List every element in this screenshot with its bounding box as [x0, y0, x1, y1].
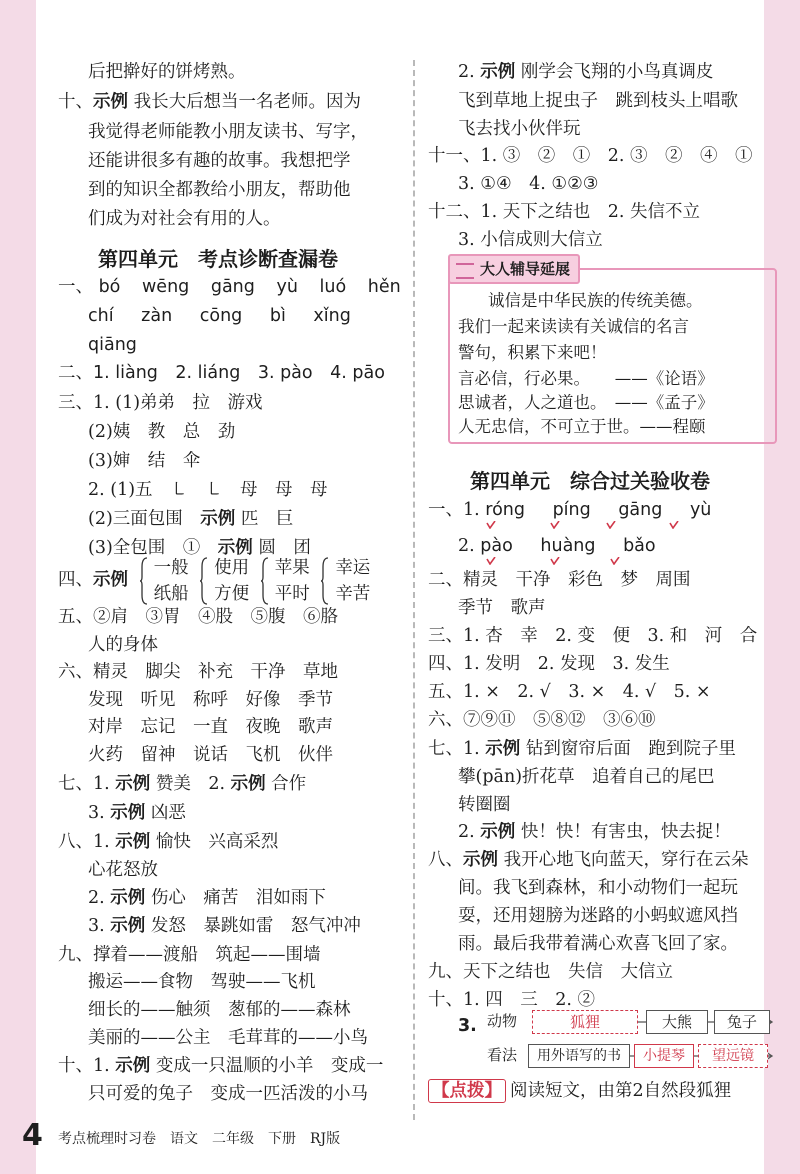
answer-line — [88, 884, 326, 912]
answer-line: 后把擀好的饼烤熟。 — [88, 62, 246, 82]
example-label: 示例 — [463, 850, 498, 870]
example-label: 示例 — [485, 739, 521, 759]
answer-line — [58, 828, 278, 856]
q-number: 一、1. — [428, 500, 486, 520]
answer-line: 九、天下之结也 失信 大信立 — [428, 962, 673, 982]
answer-text: 刚学会飞翔的小鸟真调皮 — [515, 62, 714, 82]
q-number: 3. — [88, 916, 111, 936]
answer-line: 还能讲很多有趣的故事。我想把学 — [88, 151, 351, 171]
q-number: 八、1. — [58, 832, 116, 852]
tip-box-title-text: 大人辅导延展 — [480, 260, 571, 278]
example-label: 示例 — [93, 92, 128, 112]
box-line: 思诚者，人之道也。 ——《孟子》 — [458, 393, 714, 412]
answer-line: 九、撑着——渡船 筑起——围墙 — [58, 945, 321, 965]
answer-line: 五、1. × 2. √ 3. × 4. √ 5. × — [428, 682, 711, 702]
column-divider — [413, 60, 415, 1120]
pinyin-line — [458, 532, 656, 560]
pinyin: wēng — [141, 277, 190, 297]
answer-line — [458, 818, 731, 846]
answer-line: 十、1. 四 三 2. ② — [428, 990, 596, 1010]
answer-line: 三、1. 杏 幸 2. 变 便 3. 和 河 合 — [428, 626, 758, 646]
word-pair — [214, 555, 249, 607]
answer-line: 间。我飞到森林，和小动物们一起玩 — [458, 878, 738, 898]
word-pair — [275, 555, 310, 607]
tick-mark — [550, 557, 560, 565]
answer-line: 搬运——食物 驾驶——飞机 — [88, 972, 316, 992]
box-line: 言必信，行必果。 ——《论语》 — [458, 369, 714, 388]
diagram-row-label: 动物 — [486, 1012, 517, 1030]
answer-line: 季节 歌声 — [458, 598, 546, 618]
word: 辛苦 — [335, 583, 371, 604]
example-label: 示例 — [200, 509, 236, 529]
example-label: 示例 — [110, 916, 146, 936]
pinyin: cōng — [199, 306, 243, 326]
word-pair — [335, 555, 370, 607]
word: 一般 — [153, 557, 189, 578]
tick-mark — [610, 557, 620, 565]
q-number: 四、 — [58, 570, 93, 590]
pinyin: gāng — [210, 277, 255, 297]
tip-text: 阅读短文，由第2自然段狐狸 — [510, 1081, 732, 1101]
pinyin: yù — [276, 277, 298, 297]
answer-line — [58, 770, 306, 798]
example-label: 示例 — [230, 774, 266, 794]
answer-line: 二、1. liàng 2. liáng 3. pào 4. pāo — [58, 363, 385, 383]
answer-text: 我长大后想当一名老师。因为 — [128, 92, 362, 112]
answer-line: 火药 留神 说话 飞机 伙伴 — [88, 745, 333, 765]
pinyin-line: qiāng — [88, 335, 137, 355]
q-number: 2. — [458, 62, 481, 82]
example-label: 示例 — [480, 822, 516, 842]
answer-line: 发现 听见 称呼 好像 季节 — [88, 690, 333, 710]
answer-line: 细长的——触须 葱郁的——森林 — [88, 1000, 351, 1020]
footer-text: 考点梳理时习卷 语文 二年级 下册 RJ版 — [58, 1131, 341, 1147]
q-number: 八、 — [428, 850, 463, 870]
answer-line: 们成为对社会有用的人。 — [88, 209, 281, 229]
answer-text: 变成一只温顺的小羊 变成一 — [150, 1056, 384, 1076]
answer-line — [458, 58, 713, 86]
example-label: 示例 — [110, 888, 146, 908]
answer-line: 雨。最后我带着满心欢喜飞回了家。 — [458, 934, 738, 954]
answer-line: 只可爱的兔子 变成一匹活泼的小马 — [88, 1084, 368, 1104]
pinyin: gāng — [618, 500, 663, 520]
brace-icon — [200, 557, 208, 605]
answer-text: 我开心地飞向蓝天，穿行在云朵 — [498, 850, 749, 870]
pinyin: zàn — [141, 306, 173, 326]
answer-line: 六、⑦⑨⑪ ⑤⑧⑫ ③⑥⑩ — [428, 710, 656, 730]
right-margin-band — [764, 0, 800, 1174]
answer-text: 匹 巨 — [235, 509, 294, 529]
diagram-node: 兔子 — [714, 1010, 770, 1034]
pinyin: huàng — [540, 536, 596, 556]
example-label: 示例 — [217, 538, 253, 558]
q-number: 3. — [458, 1016, 477, 1036]
answer-text: (3)全包围 ① — [88, 538, 218, 558]
answer-line: 攀(pān)折花草 追着自己的尾巴 — [458, 767, 715, 787]
box-line: 人无忠信，不可立于世。——程颐 — [458, 417, 706, 436]
brace-pairs-line — [58, 552, 370, 608]
answer-line: (3)婶 结 伞 — [88, 451, 201, 471]
word: 使用 — [214, 557, 250, 578]
example-label: 示例 — [93, 570, 128, 590]
tick-mark — [606, 521, 616, 529]
answer-text: 圆 团 — [252, 538, 311, 558]
example-label: 示例 — [110, 803, 146, 823]
answer-line: 十二、1. 天下之结也 2. 失信不立 — [428, 202, 701, 222]
answer-text: 快！快！有害虫，快去捉！ — [515, 822, 731, 842]
pinyin: píng — [552, 500, 591, 520]
word: 平时 — [274, 583, 310, 604]
pinyin-line — [58, 273, 401, 301]
diagram-node: 狐狸 — [532, 1010, 638, 1034]
tip-line — [428, 1077, 731, 1105]
answer-text: 发怒 暴跳如雷 怒气冲冲 — [145, 916, 361, 936]
box-line: 警句，积累下来吧！ — [458, 343, 607, 362]
q10-line — [58, 88, 361, 116]
q-number: 2. — [88, 888, 111, 908]
example-label: 示例 — [115, 1056, 151, 1076]
left-margin-band — [0, 0, 36, 1174]
word: 方便 — [214, 583, 250, 604]
answer-text: 愉快 兴高采烈 — [150, 832, 279, 852]
tip-box-title — [448, 254, 580, 284]
answer-line: 人的身体 — [88, 635, 158, 655]
diagram-node: 小提琴 — [634, 1044, 694, 1068]
section-heading: 第四单元 综合过关验收卷 — [470, 469, 710, 493]
answer-text: (2)三面包围 — [88, 509, 201, 529]
diagram-node: 用外语写的书 — [528, 1044, 630, 1068]
answer-line: 飞去找小伙伴玩 — [458, 119, 581, 139]
answer-line — [58, 1052, 383, 1080]
tick-mark — [486, 557, 496, 565]
diagram-node: 大熊 — [646, 1010, 708, 1034]
answer-line — [88, 505, 293, 533]
pinyin: pào — [480, 536, 513, 556]
answer-line: 美丽的——公主 毛茸茸的——小鸟 — [88, 1028, 368, 1048]
word: 苹果 — [274, 557, 310, 578]
q-number: 十、 — [58, 92, 93, 112]
answer-text: 合作 — [265, 774, 307, 794]
answer-line: 我觉得老师能教小朋友读书、写字， — [88, 122, 368, 142]
tick-mark — [669, 521, 679, 529]
answer-line — [88, 912, 361, 940]
word: 纸船 — [153, 583, 189, 604]
answer-line: (2)姨 教 总 劲 — [88, 422, 236, 442]
example-label: 示例 — [115, 774, 151, 794]
q-number: 七、1. — [58, 774, 116, 794]
pinyin: chí — [88, 306, 114, 326]
answer-line: 耍，还用翅膀为迷路的小蚂蚁遮风挡 — [458, 906, 738, 926]
pinyin: xǐng — [313, 306, 351, 326]
answer-line: 到的知识全都教给小朋友，帮助他 — [88, 180, 351, 200]
box-line: 诚信是中华民族的传统美德。 — [488, 291, 703, 310]
answer-line: 3. ①④ 4. ①②③ — [458, 174, 599, 194]
answer-line: 二、精灵 干净 彩色 梦 周围 — [428, 570, 691, 590]
q-number: 3. — [88, 803, 111, 823]
tick-mark — [486, 521, 496, 529]
pinyin: yù — [689, 500, 712, 520]
tick-mark — [550, 521, 560, 529]
q-number: 七、1. — [428, 739, 486, 759]
brace-icon — [321, 557, 329, 605]
answer-text: 赞美 — [150, 774, 209, 794]
pinyin: róng — [485, 500, 525, 520]
answer-line — [428, 846, 749, 874]
pinyin-line — [88, 302, 351, 330]
box-line: 我们一起来读读有关诚信的名言 — [458, 317, 689, 336]
pinyin: bǎo — [623, 536, 656, 556]
example-label: 示例 — [480, 62, 516, 82]
q-number: 2. — [458, 536, 481, 556]
answer-line: 转圈圈 — [458, 795, 511, 815]
page-number: 4 — [22, 1118, 43, 1153]
answer-line — [428, 735, 736, 763]
pinyin: bó — [98, 277, 121, 297]
diagram-row-label: 看法 — [486, 1046, 517, 1064]
answer-text: 钻到窗帘后面 跑到院子里 — [520, 739, 736, 759]
answer-line: 十一、1. ③ ② ① 2. ③ ② ④ ① — [428, 146, 753, 166]
pinyin: bì — [269, 306, 286, 326]
q-number: 2. — [208, 774, 231, 794]
pinyin-line — [428, 496, 711, 524]
answer-line: 心花怒放 — [88, 860, 158, 880]
answer-line: 四、1. 发明 2. 发现 3. 发生 — [428, 654, 670, 674]
q-number: 十、1. — [58, 1056, 116, 1076]
answer-line: 六、精灵 脚尖 补充 干净 草地 — [58, 662, 338, 682]
q-number: 一、 — [58, 277, 93, 297]
answer-line: 2. (1)五 ㇄ ㇄ 母 母 母 — [88, 480, 328, 500]
word-pair — [154, 555, 189, 607]
diagram-node: 望远镜 — [698, 1044, 768, 1068]
answer-line — [88, 799, 186, 827]
pinyin: luó — [319, 277, 347, 297]
pinyin: hěn — [367, 277, 401, 297]
q-number: 2. — [458, 822, 481, 842]
word: 幸运 — [335, 557, 371, 578]
answer-line: 五、②肩 ③胃 ④股 ⑤腹 ⑥胳 — [58, 607, 338, 627]
section-heading: 第四单元 考点诊断查漏卷 — [98, 247, 338, 271]
answer-text: 凶恶 — [145, 803, 186, 823]
lines-icon — [456, 263, 474, 279]
answer-line: 飞到草地上捉虫子 跳到枝头上唱歌 — [458, 91, 738, 111]
answer-text: 伤心 痛苦 泪如雨下 — [145, 888, 326, 908]
brace-icon — [261, 557, 269, 605]
example-label: 示例 — [115, 832, 151, 852]
answer-line: 3. 小信成则大信立 — [458, 230, 603, 250]
answer-line: 三、1. (1)弟弟 拉 游戏 — [58, 393, 263, 413]
tip-label: 【点拨】 — [428, 1079, 506, 1103]
answer-line: 对岸 忘记 一直 夜晚 歌声 — [88, 717, 333, 737]
brace-icon — [140, 557, 148, 605]
